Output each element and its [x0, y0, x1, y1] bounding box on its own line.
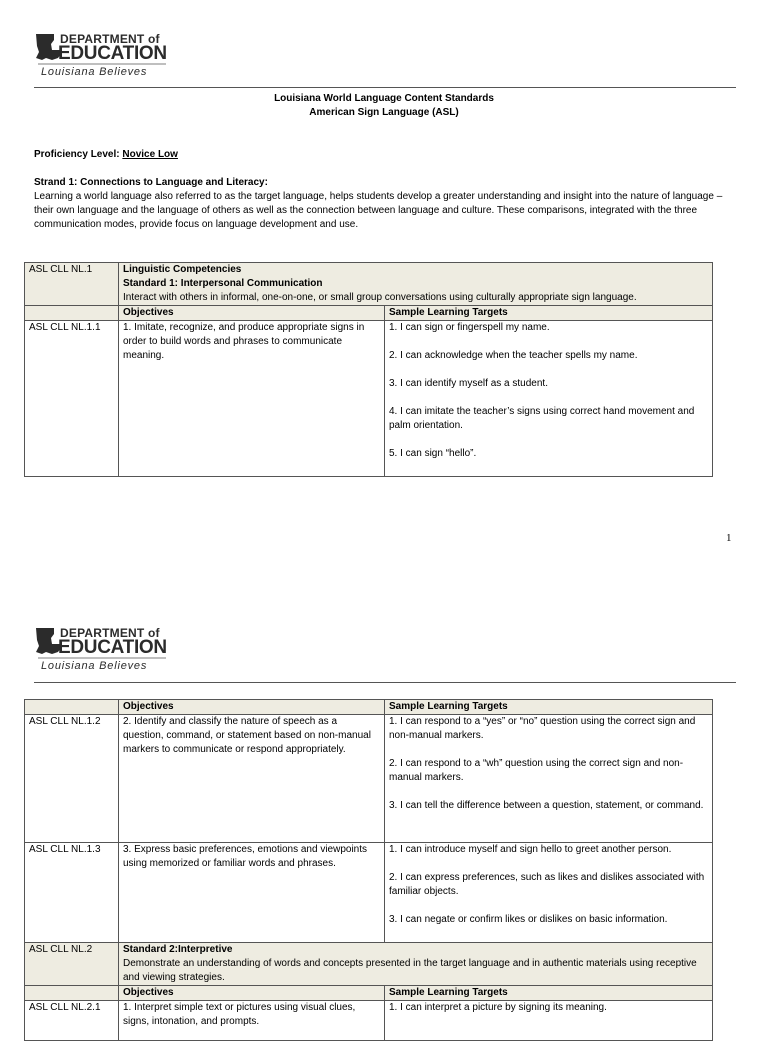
row-code: ASL CLL NL.2 — [25, 943, 119, 986]
table-row — [25, 843, 713, 943]
row-code: ASL CLL NL.1.2 — [25, 715, 119, 843]
proficiency-level — [34, 148, 736, 162]
target-item: 4. I can imitate the teacher’s signs using correct hand movement and palm orientation. — [389, 406, 695, 431]
header-rule — [34, 87, 736, 88]
page-number: 1 — [726, 532, 732, 544]
doe-logo — [34, 32, 174, 82]
target-item: 5. I can sign “hello”. — [389, 448, 477, 459]
row-code: ASL CLL NL.1.1 — [25, 321, 119, 477]
targets-header: Sample Learning Targets — [385, 700, 713, 715]
targets-cell — [385, 843, 713, 943]
standard1-table — [24, 262, 713, 477]
targets-cell — [385, 321, 713, 477]
objective-text: 1. Interpret simple text or pictures using visual clues, signs, intonation, and prompts. — [119, 1001, 385, 1041]
target-item: 1. I can interpret a picture by signing its meaning. — [385, 1001, 713, 1041]
competency-label: Linguistic Competencies — [123, 264, 242, 275]
standard-description: Demonstrate an understanding of words and concepts presented in the target language and in authentic materials using receptive and viewing strategies. — [123, 958, 697, 983]
standard-cell — [119, 263, 713, 306]
code-cell: ASL CLL NL.1 — [25, 263, 119, 306]
target-item: 1. I can sign or fingerspell my name. — [389, 322, 550, 333]
standards-table-continued — [24, 699, 713, 1041]
doe-logo — [34, 626, 174, 676]
logo-line2: EDUCATION — [58, 637, 167, 658]
blank-header — [25, 306, 119, 321]
row-code: ASL CLL NL.2.1 — [25, 1001, 119, 1041]
targets-header: Sample Learning Targets — [385, 986, 713, 1001]
proficiency-label: Proficiency Level: — [34, 149, 123, 160]
logo-tagline: Louisiana Believes — [41, 66, 148, 78]
target-item: 2. I can acknowledge when the teacher spells my name. — [389, 350, 638, 361]
proficiency-value: Novice Low — [122, 149, 178, 160]
table-row — [25, 321, 713, 477]
standard-cell — [119, 943, 713, 986]
target-item: 3. I can identify myself as a student. — [389, 378, 548, 389]
objectives-header: Objectives — [119, 700, 385, 715]
target-item: 3. I can tell the difference between a question, statement, or command. — [389, 800, 704, 811]
objective-text: 3. Express basic preferences, emotions and viewpoints using memorized or familiar words and phrases. — [119, 843, 385, 943]
standard-description: Interact with others in informal, one-on-one, or small group conversations using culturally appropriate sign language. — [123, 292, 637, 303]
target-item: 1. I can introduce myself and sign hello to greet another person. — [389, 844, 672, 855]
targets-header: Sample Learning Targets — [385, 306, 713, 321]
logo-line2: EDUCATION — [58, 43, 167, 64]
logo-line1: DEPARTMENT of — [60, 626, 160, 640]
strand-title: Strand 1: Connections to Language and Literacy: — [34, 177, 268, 188]
table-row — [25, 1001, 713, 1041]
objectives-header: Objectives — [119, 306, 385, 321]
header-rule — [34, 682, 736, 683]
table-row — [25, 715, 713, 843]
blank-header — [25, 986, 119, 1001]
doc-title: Louisiana World Language Content Standards — [274, 93, 494, 104]
target-item: 2. I can express preferences, such as likes and dislikes associated with familiar objects. — [389, 872, 705, 897]
objective-text: 2. Identify and classify the nature of speech as a question, command, or statement based on non-manual markers to communicate or respond appropriately. — [119, 715, 385, 843]
table-row — [25, 943, 713, 986]
logo-tagline: Louisiana Believes — [41, 660, 148, 672]
target-item: 3. I can negate or confirm likes or dislikes on basic information. — [389, 914, 668, 925]
blank-header — [25, 700, 119, 715]
objective-text: 1. Imitate, recognize, and produce appropriate signs in order to build words and phrases to communicate meaning. — [119, 321, 385, 477]
objectives-header: Objectives — [119, 986, 385, 1001]
target-item: 2. I can respond to a “wh” question using the correct sign and non-manual markers. — [389, 758, 684, 783]
targets-cell — [385, 715, 713, 843]
standard-label: Standard 2:Interpretive — [123, 944, 233, 955]
target-item: 1. I can respond to a “yes” or “no” question using the correct sign and non-manual markers. — [389, 716, 696, 741]
standard-label: Standard 1: Interpersonal Communication — [123, 278, 323, 289]
logo-line1: DEPARTMENT of — [60, 32, 160, 46]
doc-subtitle: American Sign Language (ASL) — [309, 107, 459, 118]
strand-text: Learning a world language also referred to as the target language, helps students develop a greater understanding and insight into the nature of language – their own language and the language of others as well as the connection between language and culture. These comparisons, integrated with the three communication modes, provide focus on language development and use. — [34, 191, 723, 230]
row-code: ASL CLL NL.1.3 — [25, 843, 119, 943]
